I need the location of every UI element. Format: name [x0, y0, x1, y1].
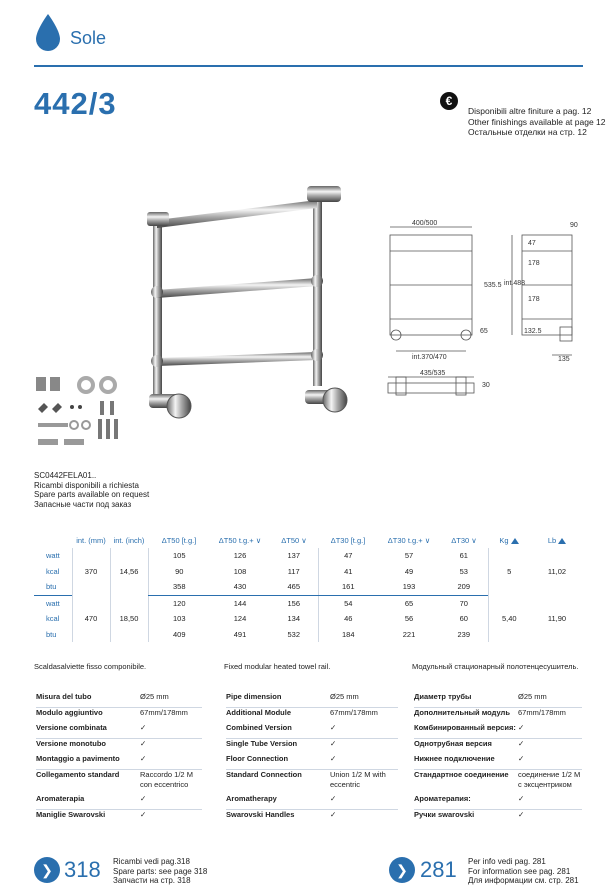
finishes-line: Other finishings available at page 12 [468, 116, 606, 127]
feature-value: ✓ [330, 723, 398, 739]
feature-value: Ø25 mm [518, 692, 582, 708]
feature-value: ✓ [518, 754, 582, 770]
feature-row [414, 723, 582, 739]
feature-key: Misura del tubo [36, 692, 140, 708]
finishes-line: Остальные отделки на стр. 12 [468, 127, 587, 137]
col-header: ΔT30 t.g.+ ∨ [387, 535, 431, 545]
feature-value: ✓ [330, 754, 398, 770]
feature-row [36, 723, 202, 739]
int-mm: 470 [72, 595, 110, 642]
dim-int-width: int.370/470 [412, 354, 447, 361]
dim-135: 135 [558, 356, 570, 363]
col-header: ΔT50 ∨ [281, 535, 307, 545]
col-header: ΔT30 [t.g.] [330, 535, 366, 545]
feature-row [226, 708, 398, 724]
unit-label: btu [34, 579, 72, 595]
dim-178b: 178 [528, 296, 540, 303]
spare-parts-ref [113, 857, 207, 886]
feature-key: Collegamento standard [36, 770, 120, 779]
feature-key: Maniglie Swarovski [36, 809, 106, 819]
feature-row [414, 809, 582, 825]
table-cell: 465 [270, 579, 318, 595]
table-cell: 103 [148, 611, 210, 627]
unit-label: btu [46, 629, 57, 639]
col-header-kg: Kg [488, 532, 530, 548]
dim-top: 90 [570, 222, 578, 229]
feature-value: ✓ [140, 809, 147, 819]
col-header: ΔT50 [t.g.] [161, 535, 197, 545]
euro-icon: € [440, 92, 458, 110]
feature-row [226, 723, 398, 739]
feature-key: Swarovski Handles [226, 809, 295, 819]
feature-row [36, 754, 202, 770]
feature-key: Floor Connection [226, 754, 330, 770]
feature-row [414, 708, 582, 724]
table-cell: 126 [233, 551, 247, 561]
table-cell: 47 [318, 548, 378, 564]
unit-label: kcal [46, 566, 60, 576]
feature-row [226, 770, 398, 794]
table-cell: 117 [287, 566, 300, 576]
feature-key: Versione monotubo [36, 739, 107, 748]
spare-parts-line: Spare parts available on request [34, 490, 150, 499]
feature-key: Combined Version [226, 723, 330, 739]
table-cell: 491 [233, 629, 247, 639]
brand-title: Sole [70, 28, 107, 48]
feature-value: ✓ [518, 723, 582, 739]
feature-key: Ручки swarovski [414, 809, 475, 819]
output-table [34, 532, 584, 642]
finishes-line: Disponibili altre finiture a pag. 12 [468, 106, 592, 116]
spare-parts-image [34, 375, 134, 460]
feature-row [36, 809, 202, 825]
dim-int-height: int.488 [504, 280, 526, 287]
table-cell: 49 [404, 566, 414, 576]
table-cell: 532 [287, 629, 300, 639]
table-cell: 134 [287, 614, 300, 624]
weight-lb: 11,90 [547, 614, 567, 623]
feature-key: Нижнее подключение [414, 754, 518, 770]
feature-key: Дополнительный модуль [414, 708, 510, 717]
table-cell: 209 [440, 579, 488, 595]
table-cell: 53 [459, 566, 468, 576]
feature-row [36, 770, 202, 794]
feature-row [226, 794, 398, 810]
table-cell: 358 [148, 579, 210, 595]
table-cell: 124 [233, 614, 247, 624]
footer-line: Spare parts: see page 318 [113, 866, 208, 876]
table-cell: 70 [459, 598, 468, 608]
features-table-ru [414, 692, 582, 825]
feature-value: ✓ [140, 794, 202, 810]
col-header: ΔT50 t.g.+ ∨ [218, 535, 262, 545]
col-header-lb: Lb [530, 532, 584, 548]
int-mm: 370 [72, 548, 110, 595]
feature-key: Pipe dimension [226, 692, 330, 708]
weight-lb: 11,02 [547, 567, 567, 576]
table-cell: 65 [404, 598, 414, 608]
table-cell: 193 [378, 579, 440, 595]
feature-row [414, 770, 582, 794]
footer-line: For information see pag. 281 [468, 866, 571, 876]
feature-row [414, 754, 582, 770]
feature-value: Union 1/2 M with eccentric [330, 770, 386, 789]
table-cell: 46 [318, 611, 378, 627]
spare-parts-line: Ricambi disponibili a richiesta [34, 480, 139, 490]
feature-key: Комбинированный версия: [414, 723, 518, 739]
table-cell: 120 [148, 595, 210, 611]
feature-value: соединение 1/2 M с эксцентриком [518, 770, 581, 789]
feature-value: ✓ [330, 739, 337, 748]
unit-label: watt [46, 598, 60, 608]
table-cell: 430 [210, 579, 270, 595]
weight-kg: 5,40 [488, 595, 530, 642]
feature-value: ✓ [330, 809, 337, 819]
feature-row [36, 692, 202, 708]
spare-parts-line: Запасные части под заказ [34, 499, 132, 509]
col-header: int. (mm) [76, 535, 106, 545]
int-inch: 18,50 [110, 595, 148, 642]
table-cell: 239 [457, 629, 470, 639]
table-cell: 57 [404, 551, 414, 561]
header-divider [34, 65, 583, 67]
table-cell: 156 [287, 598, 300, 608]
feature-key: Однотрубная версия [414, 739, 492, 748]
technical-drawing [382, 215, 592, 415]
feature-key: Aromatherapy [226, 794, 330, 810]
feature-row [226, 809, 398, 825]
feature-row [414, 739, 582, 755]
weight-kg: 5 [488, 548, 530, 595]
feature-key: Стандартное соединение [414, 770, 509, 779]
footer-line: Запчасти на стр. 318 [113, 876, 191, 885]
feature-key: Modulo aggiuntivo [36, 708, 103, 717]
description-it: Scaldasalviette fisso componibile. [34, 662, 147, 671]
feature-value: ✓ [140, 754, 202, 770]
feature-row [226, 692, 398, 708]
spare-parts-code: SC0442FELA01.. [34, 471, 97, 480]
dim-30: 30 [482, 382, 490, 389]
dim-height: 535.5 [484, 282, 502, 289]
table-cell: 41 [318, 564, 378, 580]
feature-value: 67mm/178mm [140, 708, 188, 717]
table-cell: 137 [287, 551, 300, 561]
water-drop-icon [34, 12, 62, 52]
table-cell: 56 [404, 614, 414, 624]
feature-key: Additional Module [226, 708, 291, 717]
feature-key: Versione combinata [36, 723, 140, 739]
feature-value: Raccordo 1/2 M con eccentrico [140, 770, 193, 789]
feature-value: 67mm/178mm [330, 708, 378, 717]
table-cell: 61 [459, 551, 468, 561]
col-header: ΔT30 ∨ [451, 535, 477, 545]
description-ru: Модульный стационарный полотенцесушитель. [412, 662, 579, 671]
description-en: Fixed modular heated towel rail. [224, 662, 331, 671]
table-cell: 105 [148, 548, 210, 564]
table-cell: 184 [318, 627, 378, 643]
feature-value: Ø25 mm [140, 692, 202, 708]
int-inch: 14,56 [110, 548, 148, 595]
table-cell: 108 [233, 566, 247, 576]
arrow-right-icon[interactable]: ❯ [389, 857, 415, 883]
dim-depth-width: 435/535 [420, 370, 446, 377]
table-cell: 161 [318, 579, 378, 595]
page-link-281[interactable]: 281 [420, 857, 457, 882]
footer-line: Ricambi vedi pag.318 [113, 857, 190, 866]
feature-row [414, 794, 582, 810]
dim-132: 132.5 [524, 328, 542, 335]
feature-row [36, 794, 202, 810]
table-header-row [34, 532, 584, 548]
feature-value: ✓ [518, 809, 525, 819]
weight-icon [558, 538, 566, 544]
table-cell: 221 [402, 629, 416, 639]
feature-row [36, 708, 202, 724]
table-cell: 54 [318, 595, 378, 611]
table-cell: 409 [148, 627, 210, 643]
feature-key: Aromaterapia [36, 794, 140, 810]
footer-line: Per info vedi pag. 281 [468, 857, 546, 866]
feature-value: Ø25 mm [330, 692, 398, 708]
table-cell: 90 [148, 564, 210, 580]
dim-65: 65 [480, 328, 488, 335]
unit-label: watt [46, 551, 60, 561]
page-link-318[interactable]: 318 [64, 857, 101, 882]
feature-value: ✓ [140, 723, 202, 739]
feature-value: ✓ [518, 794, 582, 810]
feature-key: Montaggio a pavimento [36, 754, 140, 770]
feature-value: ✓ [330, 794, 398, 810]
feature-key: Single Tube Version [226, 739, 298, 748]
weight-icon [511, 538, 519, 544]
table-row [34, 548, 584, 564]
feature-key: Standard Connection [226, 770, 302, 779]
feature-value: ✓ [518, 739, 525, 748]
feature-value: 67mm/178mm [518, 708, 566, 717]
dim-178a: 178 [528, 260, 540, 267]
spare-parts-info [34, 471, 149, 509]
dim-width: 400/500 [412, 220, 438, 227]
model-number: 442/3 [34, 86, 117, 121]
features-table-en [226, 692, 398, 825]
table-cell: 144 [233, 598, 247, 608]
feature-row [414, 692, 582, 708]
arrow-right-icon[interactable]: ❯ [34, 857, 60, 883]
feature-row [226, 739, 398, 755]
table-cell: 60 [459, 614, 468, 624]
dim-47: 47 [528, 240, 536, 247]
info-ref [468, 857, 579, 886]
table-row [34, 595, 584, 611]
feature-key: Ароматерапия: [414, 794, 518, 810]
col-header: int. (inch) [113, 535, 145, 545]
product-photo [135, 180, 350, 425]
feature-row [226, 754, 398, 770]
unit-label: kcal [46, 614, 60, 624]
footer-line: Для информации см. стр. 281 [468, 876, 579, 885]
finishes-note [468, 106, 606, 138]
features-table-it [36, 692, 202, 825]
feature-value: ✓ [140, 739, 147, 748]
feature-row [36, 739, 202, 755]
feature-key: Диаметр трубы [414, 692, 518, 708]
